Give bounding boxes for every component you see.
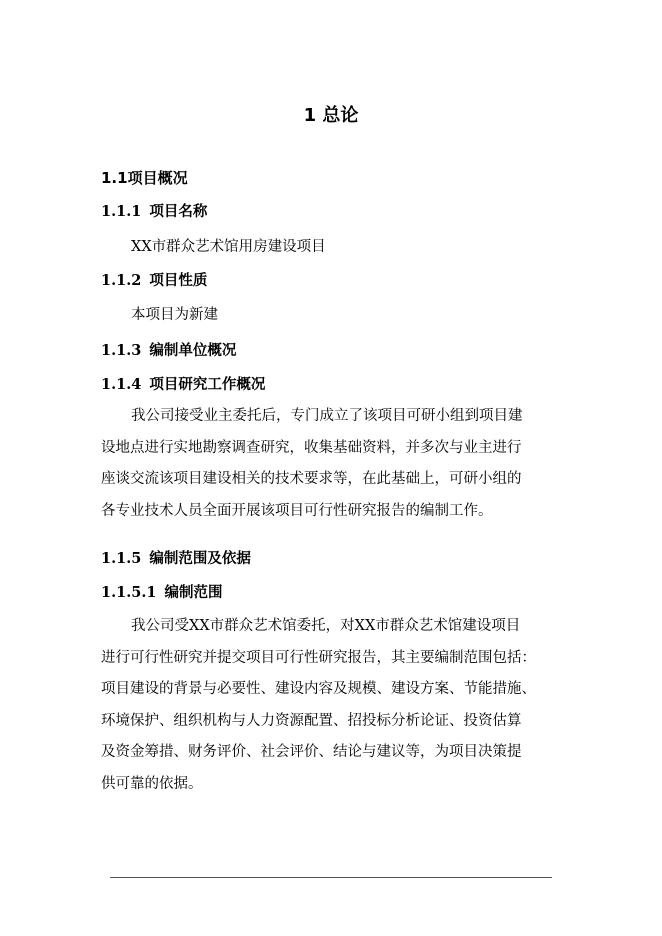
paragraph-line: 座谈交流该项目建设相关的技术要求等，在此基础上，可研小组的 [101, 471, 522, 488]
heading-text: 编制范围 [164, 584, 223, 601]
paragraph-line: 设地点进行实地勘察调查研究，收集基础资料，并多次与业主进行 [101, 439, 522, 456]
heading-1-1-1 [101, 201, 207, 223]
paragraph-line: 项目建设的背景与必要性、建设内容及规模、建设方案、节能措施、 [101, 681, 536, 698]
heading-number: 1.1.2 [101, 272, 142, 289]
heading-1-1: 1.1项目概况 [101, 169, 188, 187]
paragraph-line: 供可靠的依据。 [101, 775, 203, 792]
heading-text: 编制范围及依据 [149, 550, 251, 567]
paragraph-line: 进行可行性研究并提交项目可行性研究报告，其主要编制范围包括： [101, 649, 536, 666]
heading-text: 编制单位概况 [149, 342, 237, 359]
heading-text: 项目研究工作概况 [149, 376, 266, 393]
heading-1-1-5-1 [101, 582, 223, 604]
heading-text: 项目名称 [149, 203, 208, 220]
heading-1-1-5 [101, 548, 251, 570]
paragraph-line: 我公司接受业主委托后，专门成立了该项目可研小组到项目建 [131, 408, 523, 424]
footer-divider [110, 877, 552, 878]
heading-number: 1.1.4 [101, 376, 142, 393]
paragraph-line: 环境保护、组织机构与人力资源配置、招投标分析论证、投资估算 [101, 712, 522, 729]
heading-text: 项目性质 [149, 272, 208, 289]
project-nature-text: 本项目为新建 [131, 307, 218, 323]
heading-number: 1.1.3 [101, 342, 142, 359]
heading-number: 1.1.5.1 [101, 584, 157, 601]
heading-number: 1.1.5 [101, 550, 142, 567]
project-name-text: XX市群众艺术馆用房建设项目 [131, 239, 326, 255]
heading-number: 1.1.1 [101, 203, 142, 220]
heading-1-1-2 [101, 270, 207, 292]
heading-1-1-3 [101, 340, 236, 362]
research-overview-paragraph [101, 401, 561, 527]
paragraph-line: 各专业技术人员全面开展该项目可行性研究报告的编制工作。 [101, 502, 493, 519]
paragraph-line: 我公司受XX市群众艺术馆委托，对XX市群众艺术馆建设项目 [131, 618, 521, 634]
scope-paragraph [101, 611, 561, 801]
paragraph-line: 及资金筹措、财务评价、社会评价、结论与建议等，为项目决策提 [101, 744, 522, 761]
chapter-title: 1 总论 [303, 105, 359, 126]
heading-1-1-4 [101, 374, 265, 396]
